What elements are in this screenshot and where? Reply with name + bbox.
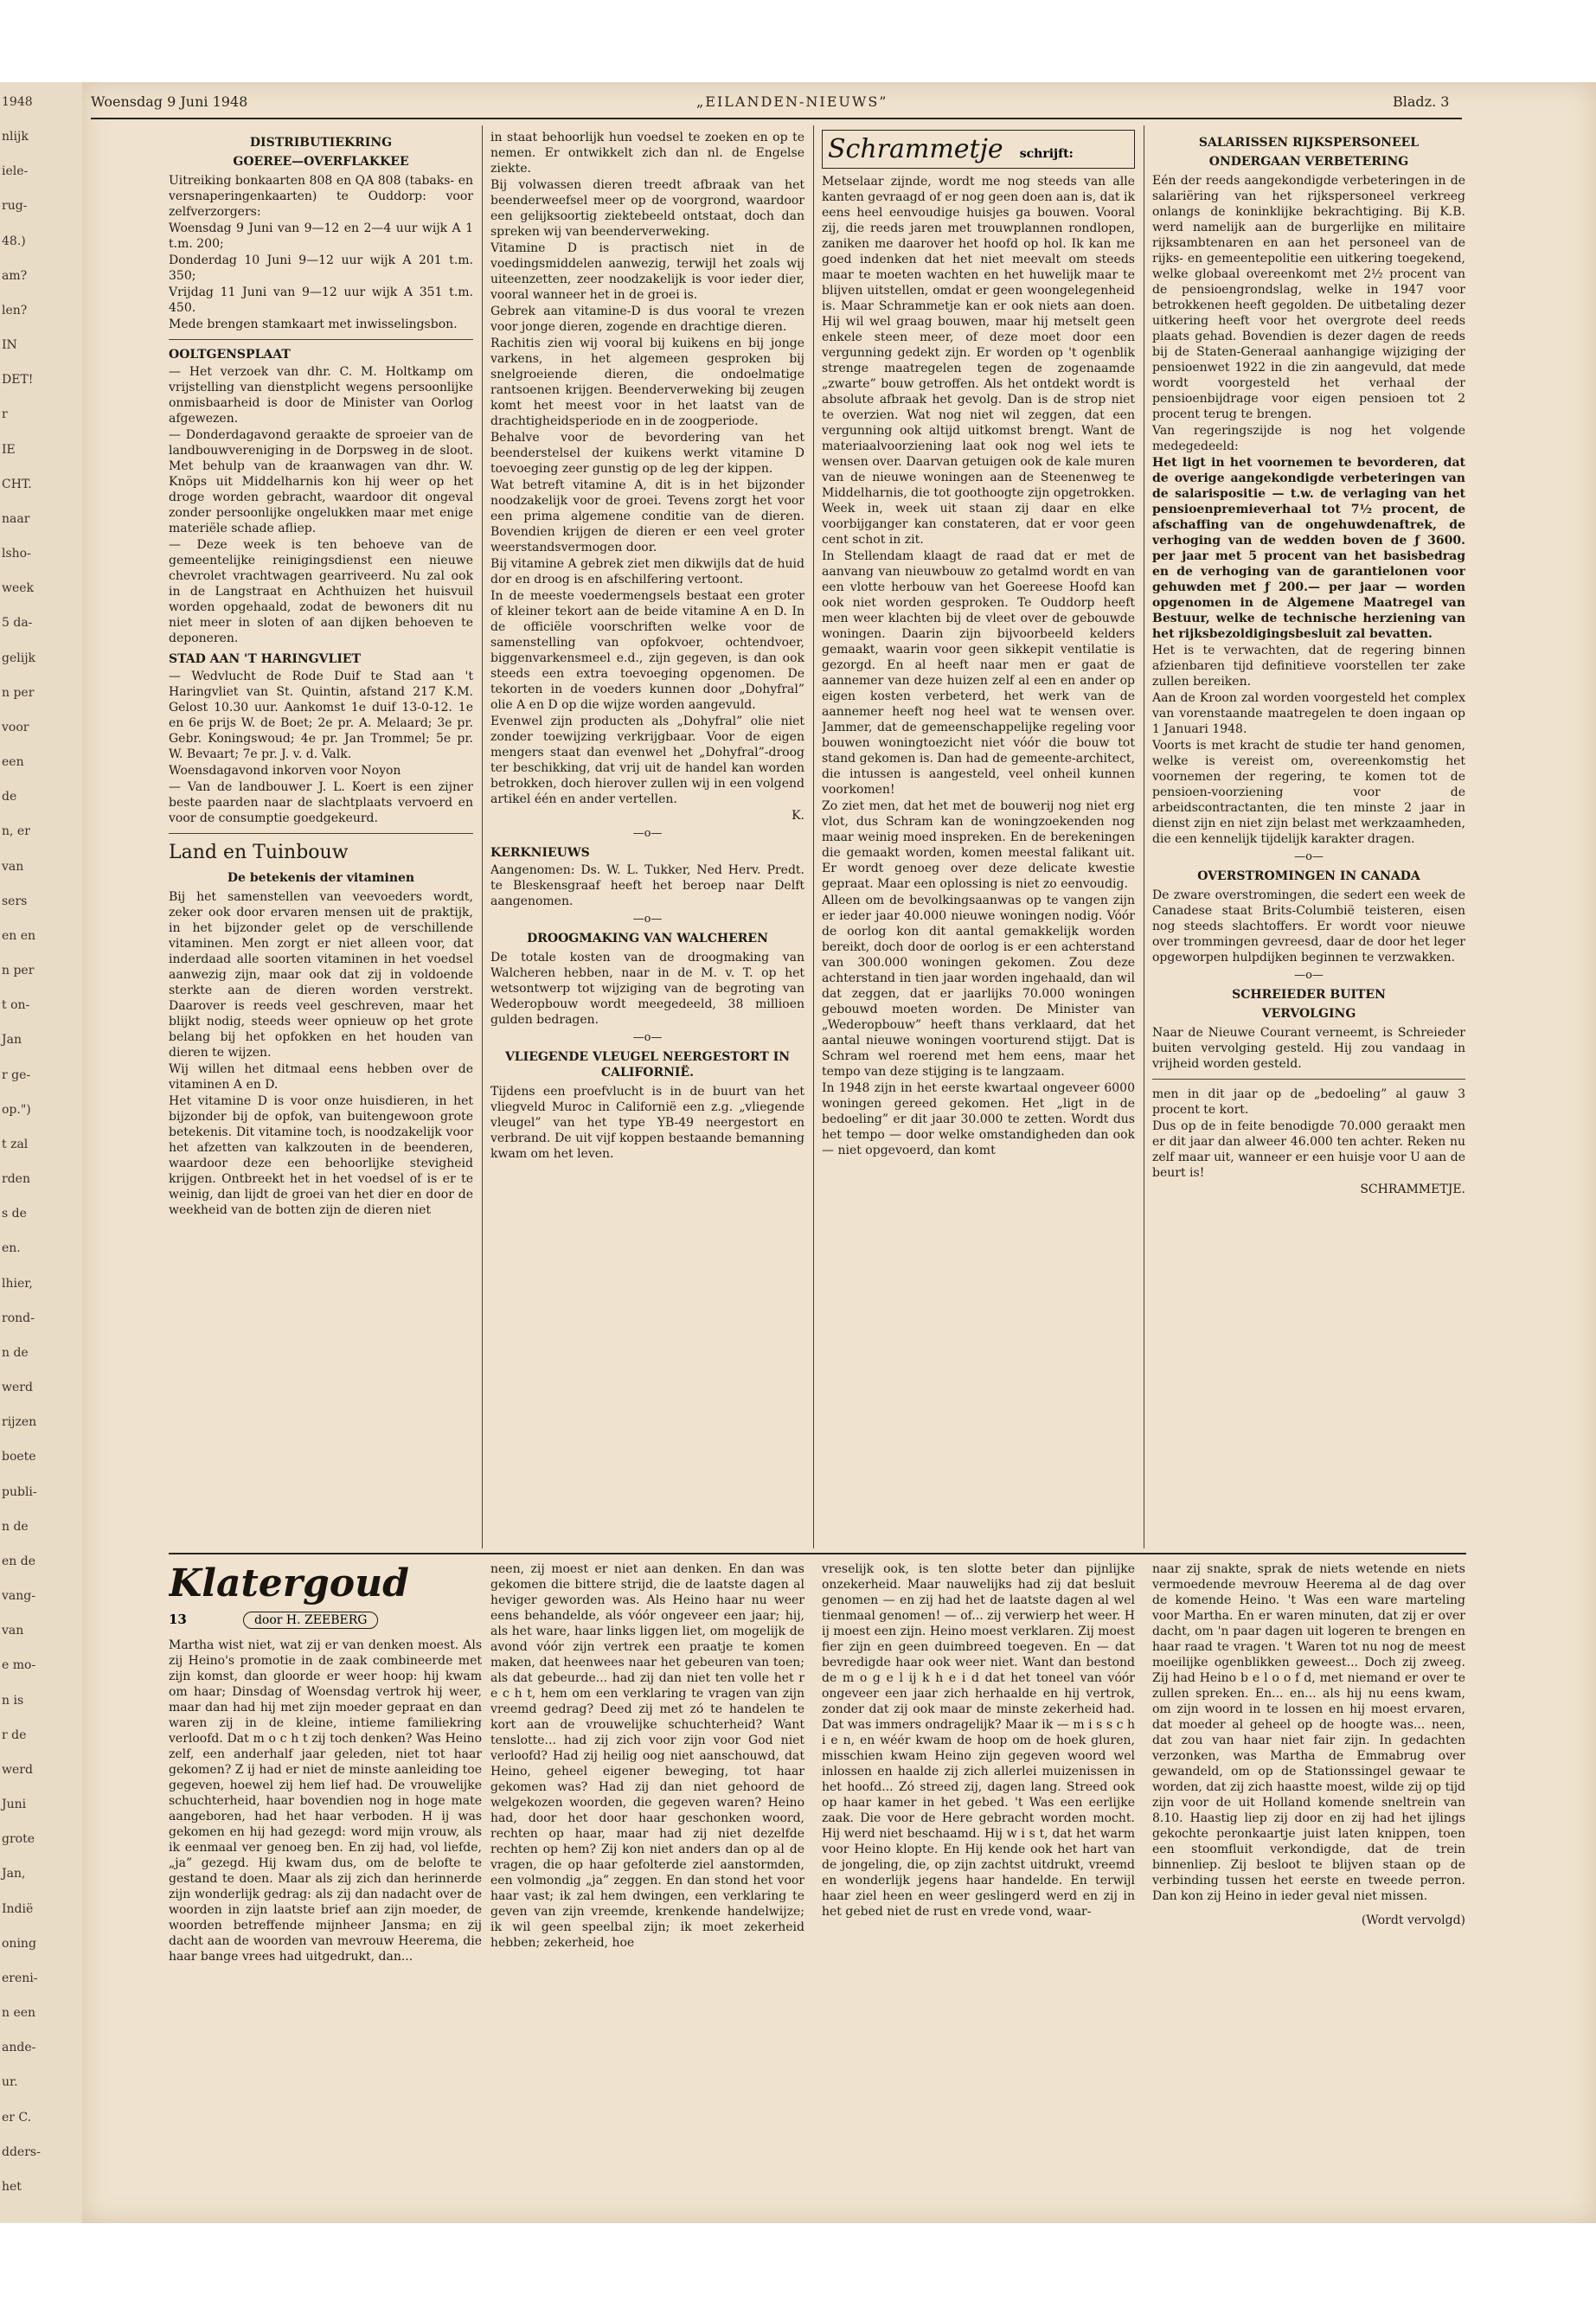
column-subtitle: schrijft: (1019, 147, 1074, 161)
margin-fragment: week (2, 581, 35, 595)
paragraph: Aangenomen: Ds. W. L. Tukker, Ned Herv. Predt. te Bleskensgraaf heeft het beroep naar Delft aangenomen. (490, 863, 804, 908)
margin-fragment: boete (2, 1450, 36, 1464)
paragraph: Dus op de in feite benodigde 70.000 geraakt men er dit jaar dan alweer 46.000 ten achter. Reken nu zelf maar uit, wanneer er een huisje voor U aan de beurt is! (1152, 1119, 1465, 1180)
margin-fragment: vang- (2, 1589, 35, 1603)
margin-fragment: Jan (2, 1033, 22, 1047)
paragraph: De zware overstromingen, die sedert een week de Canadese staat Brits-Columbië teisteren, eisen nog steeds slachtoffers. Er wordt voor nieuwe over trommingen gevreesd, daar de door het leger opgeworpen hulpdijken beginnen te verzwakken. (1152, 888, 1465, 965)
margin-fragment: werd (2, 1763, 33, 1777)
subheading: De betekenis der vitaminen (227, 871, 415, 885)
subheading: VERVOLGING (1261, 1007, 1356, 1021)
paragraph: Gebrek aan vitamine-D is dus vooral te vrezen voor jonge dieren, zogende en drachtige dieren. (490, 304, 804, 334)
section-divider (169, 1553, 1466, 1554)
header-date: Woensdag 9 Juni 1948 (91, 93, 248, 110)
rule (1152, 1079, 1465, 1080)
paragraph: Van regeringszijde is nog het volgende medegedeeld: (1152, 424, 1465, 453)
heading: DISTRIBUTIEKRING (249, 136, 393, 150)
margin-fragment: en de (2, 1554, 35, 1568)
separator: —o— (632, 913, 663, 926)
paragraph: Mede brengen stamkaart met inwisselingsbon. (169, 317, 458, 331)
margin-fragment: ande- (2, 2041, 36, 2054)
paragraph: In de meeste voedermengsels bestaat een groter of kleiner tekort aan de beide vitamine A en D. In de officiële voorschriften welke voor de samenstelling van opfokvoer, ochtendvoer, biggenvarkensmeel e.d., zijn gegeven, is dan ook steeds een extra toevoeging opgenomen. De tekorten in de voeders kunnen door „Dohyfral” olie A en D op die wijze worden aangevuld. (490, 589, 804, 712)
margin-fragment: nlijk (2, 130, 29, 144)
margin-fragment: n de (2, 1520, 29, 1534)
section-title: Land en Tuinbouw (169, 842, 349, 863)
signature: SCHRAMMETJE. (1360, 1183, 1465, 1196)
margin-fragment: t on- (2, 998, 30, 1012)
margin-fragment: gelijk (2, 651, 36, 665)
margin-fragment: een (2, 755, 24, 769)
paragraph: in staat behoorlijk hun voedsel te zoeken en op te nemen. Er ontwikkelt zich dan nl. de Engelse ziekte. (490, 131, 804, 176)
margin-fragment: r ge- (2, 1068, 31, 1082)
column-rule (482, 125, 483, 1548)
column-rule (813, 125, 814, 1548)
paragraph: De totale kosten van de droogmaking van Walcheren hebben, naar in de M. v. T. op het wetsontwerp tot wijziging van de begroting van Wederopbouw wordt meegedeeld, 38 millioen gulden bedragen. (490, 951, 804, 1027)
feuilleton-column-2 (490, 1561, 804, 2219)
paragraph: — Donderdagavond geraakte de sproeier van de landbouwvereniging in de Dorpsweg in de sloot. Met behulp van de kraanwagen van dhr. W. Knöps uit Middelharnis kon hij weer op het droge worden gebracht, waardoor dit ongeval zonder persoonlijke ongelukken maar met enige materiële schade afliep. (169, 428, 473, 535)
margin-fragment: rden (2, 1172, 30, 1186)
margin-fragment: de (2, 790, 17, 804)
separator: —o— (632, 827, 663, 840)
feuilleton-column-1 (169, 1561, 482, 2219)
margin-fragment: en en (2, 929, 36, 943)
margin-fragment: n, er (2, 824, 30, 838)
paragraph: Zo ziet men, dat het met de bouwerij nog niet erg vlot, dus Schram kan de woningzoekenden nog maar weinig moed inspreken. En de berekeningen die gemaakt worden, komen meestal falikant uit. Er wordt genoeg over deze delicate kwestie gepraat. Maar een oplossing is niet zo eenvoudig. (822, 799, 1135, 891)
paragraph: — Van de landbouwer J. L. Koert is een zijner beste paarden naar de slachtplaats vervoerd en voor de consumptie goedgekeurd. (169, 780, 473, 825)
column-masthead (822, 130, 1135, 169)
heading: OVERSTROMINGEN IN CANADA (1197, 869, 1420, 883)
margin-fragment: Indië (2, 1902, 34, 1916)
paragraph: Wij willen het ditmaal eens hebben over de vitaminen A en D. (169, 1062, 473, 1092)
margin-fragment: er C. (2, 2111, 32, 2125)
margin-fragment: Jan, (2, 1867, 26, 1881)
paragraph: vreselijk ook, is ten slotte beter dan pijnlijke onzekerheid. Maar nauwelijks had zij dat besluit genomen — en zij had het de laatste dagen al wel tienmaal genomen! — of... zij verwierp het weer. H ij moest een zijn. Heino moest verklaren. Zij moest fier zijn en geen duimbreed toegeven. En — dat bevredigde haar ook weer niet. Want dan bestond de m o g e l ij k h e i d dat het toneel van vóór ongeveer een jaar zich herhaalde en hij vertrok, zonder dat zij ook maar de minste zekerheid had. Dat was immers ondragelijk? Maar ik — m i s s c h i e n, en wéér kwam de hoop om de hoek gluren, misschien kwam Heino zijn gegeven woord wel inlossen en haalde zij zich allerlei muizenissen in het hoofd... Zó streed zij, dagen lang. Streed ook op haar kamer in het gebed. 't Was een eerlijke zaak. Die voor de Here gebracht worden mocht. Hij werd niet beschaamd. Hij w i s t, dat het warm voor Heino klopte. En Hij kende ook het hart van de jongeling, die, op zijn zachtst uitdrukt, vreemd en wonderlijk jegens haar handelde. En terwijl haar ziel heen en weer geslingerd werd en zij in het gebed niet de rust en vrede vond, waar- (822, 1562, 1135, 1919)
paragraph: Het is te verwachten, dat de regering binnen afzienbaren tijd definitieve voorstellen ter zake zullen bereiken. (1152, 644, 1465, 689)
margin-fragment: oning (2, 1937, 36, 1951)
margin-fragment: voor (2, 721, 29, 734)
heading: DROOGMAKING VAN WALCHEREN (527, 932, 768, 945)
margin-fragment: Juni (2, 1798, 27, 1811)
margin-fragment: r (2, 407, 8, 421)
margin-fragment: iele- (2, 164, 29, 178)
margin-fragment: n is (2, 1694, 24, 1708)
feuilleton-title: Klatergoud (169, 1561, 409, 1606)
margin-fragment: am? (2, 269, 28, 283)
column-title: Schrammetje (828, 134, 1003, 164)
margin-fragment: CHT. (2, 478, 32, 491)
margin-fragment: dders- (2, 2145, 41, 2159)
margin-fragment: ur. (2, 2075, 18, 2089)
heading: STAD AAN 'T HARINGVLIET (169, 652, 361, 666)
header-page: Bladz. 3 (1393, 93, 1450, 110)
page-header (91, 87, 1462, 119)
margin-fragment: naar (2, 512, 30, 526)
margin-fragment: werd (2, 1381, 33, 1394)
margin-fragment: n een (2, 2006, 36, 2020)
paragraph: Martha wist niet, wat zij er van denken moest. Als zij Heino's promotie in de zaak combineerde met zijn komst, dan gloorde er weer hoop: hij kwam om haar; Dinsdag of Woensdag vertrok hij weer, maar dan had hij met zijn moeder gepraat en dan waren zij in de kleine, intieme familiekring verloofd. Dat m o c h t zij toch denken? Was Heino zelf, een anderhalf jaar geleden, niet tot haar gekomen? Z ij had er niet de minste aanleiding toe gegeven, hoewel zij hem lief had. De vrouwelijke schuchterheid, haar bovendien nog in hoge mate aangeboren, had het haar verboden. H ij was gekomen en hij had gezegd: word mijn vrouw, als ik eenmaal ver genoeg ben. En zij had, vol liefde, „ja” gezegd. Hij kwam dus, om de belofte te gestand te doen. Maar als zij zich dan herinnerde zijn wonderlijk gedrag: als zij dan nadacht over de woorden in zijn laatste brief aan zijn moeder, de woorden betreffende mijnheer Jansma; en zij dacht aan de woorden van mevrouw Heerema, die haar bange vrees had uitgedrukt, dan... (169, 1638, 482, 1964)
signature: K. (792, 809, 804, 823)
paragraph: Donderdag 10 Juni 9—12 uur wijk A 201 t.m. 350; (169, 253, 473, 283)
margin-fragment: IN (2, 338, 17, 352)
margin-fragment: van (2, 860, 24, 874)
paragraph: Uitreiking bonkaarten 808 en QA 808 (tabaks- en versnaperingenkaarten) te Ouddorp: voor zelfverzorgers: (169, 174, 473, 219)
separator: —o— (632, 1031, 663, 1044)
column-1 (169, 130, 473, 1548)
margin-fragment: van (2, 1624, 24, 1638)
heading: KERKNIEUWS (490, 846, 590, 860)
margin-fragment: n per (2, 686, 35, 700)
paragraph: men in dit jaar op de „bedoeling” al gauw 3 procent te kort. (1152, 1087, 1465, 1117)
margin-fragment: r de (2, 1728, 27, 1742)
margin-fragment: publi- (2, 1485, 37, 1499)
margin-fragment: ereni- (2, 1971, 38, 1985)
margin-fragment: lsho- (2, 547, 31, 561)
margin-fragment: n per (2, 964, 35, 977)
paragraph: — Wedvlucht de Rode Duif te Stad aan 't Haringvliet van St. Quintin, afstand 217 K.M. Gelost 10.30 uur. Aankomst 1e duif 13-0-12. 1e en 6e prijs W. de Boet; 2e pr. A. Melaard; 3e pr. Gebr. Koningswoud; 4e pr. Jan Trommel; 5e pr. W. Bevaart; 7e pr. J. v. d. Valk. (169, 670, 473, 761)
margin-fragment: rond- (2, 1311, 35, 1325)
margin-fragment: en. (2, 1241, 21, 1255)
heading: SCHREIEDER BUITEN (1232, 988, 1386, 1002)
paragraph: neen, zij moest er niet aan denken. En dan was gekomen die bittere strijd, die de laatste dagen al heviger geworden was. Als Heino haar nu weer eens behandelde, als vóór ongeveer een jaar; hij, als het ware, haar links liggen liet, om mogelijk de avond vóór zijn vertrek een praatje te komen maken, dat heenwees naar het gebeuren van toen; als dat gebeurde... had zij dan niet ten volle het r e c h t, hem om een verklaring te vragen van zijn vreemd gedrag? Deed zij met zó te handelen te kort aan de vrouwelijke schuchterheid? Want tenslotte... had zij zich voor zijn voor God niet verloofd? Had zij heilig oog niet aanschouwd, dat Heino, geheel eigener beweging, tot haar gekomen was? Had zij dan niet gehoord de welgekozen woorden, die gegeven waren? Heino had, door het door haar geschonken woord, rechten op haar, maar had zij niet dezelfde rechten op hem? Zij kon niet anders dan op al de vragen, die op haar gefolterde ziel aanstormden, een volmondig „ja” zeggen. En dan stond het voor haar vast; ik zal hem dwingen, een verklaring te geven van zijn vreemde, krenkende handelwijze; ik wil geen speelbal zijn; ik moet zekerheid hebben; zekerheid, hoe (490, 1562, 804, 1950)
paragraph: Alleen om de bevolkingsaanwas op te vangen zijn er ieder jaar 40.000 nieuwe woningen nodig. Vóór de oorlog kon dit aantal gemakkelijk worden bereikt, doch door de oorlog is er een achterstand van 300.000 woningen gekomen. Zou deze achterstand in tien jaar worden ingehaald, dan wil dat zeggen, dat er jaarlijks 70.000 woningen gebouwd moeten worden. De Minister van „Wederopbouw” heeft thans verklaard, dat het aantal nieuwe woningen voorturend stijgt. Dat is Schram wel roerend met hem eens, maar het tempo van deze stijging is te langzaam. (822, 894, 1135, 1079)
heading: SALARISSEN RIJKSPERSONEEL (1198, 136, 1420, 150)
paragraph: — Deze week is ten behoeve van de gemeentelijke reinigingsdienst een nieuwe chevrolet vrachtwagen gearriveerd. Nu zal ook in de Langstraat en Achthuizen het huisvuil worden opgehaald, zodat de bewoners dit nu niet meer in sloten of aan dijken behoeven te deponeren. (169, 538, 473, 645)
margin-fragment: rijzen (2, 1415, 37, 1429)
paragraph: Bij het samenstellen van veevoeders wordt, zeker ook door ervaren mensen uit de praktijk, in het bijzonder gelet op de verschillende vitaminen. Men zorgt er niet alleen voor, dat inderdaad alle soorten vitaminen in het voedsel aanwezig zijn, maar ook dat zij in voldoende sterkte aan de dieren worden verstrekt. Daarover is reeds veel geschreven, maar het blijkt nodig, steeds weer opnieuw op het grote belang bij het opfokken en het houden van dieren te wijzen. (169, 890, 473, 1060)
paragraph: Voorts is met kracht de studie ter hand genomen, welke is vereist om, overeenkomstig het voornemen der regering, te komen tot de pensioen-voorziening voor de arbeidscontractanten, die ten minste 2 jaar in dienst zijn en niet zijn belast met werkzaamheden, die een kennelijk tijdelijk karakter dragen. (1152, 739, 1465, 846)
paragraph: Behalve voor de bevordering van het beenderstelsel der kuikens werkt vitamine D toevoeging zeer gunstig op de leg der kippen. (490, 431, 804, 476)
margin-fragment: op.") (2, 1103, 31, 1117)
margin-fragment: t zal (2, 1138, 29, 1151)
separator: —o— (1294, 850, 1324, 863)
paragraph: Naar de Nieuwe Courant verneemt, is Schreieder buiten vervolging gesteld. Hij zou vandaag in vrijheid worden gesteld. (1152, 1026, 1465, 1071)
subheading: ONDERGAAN VERBETERING (1208, 155, 1409, 169)
feuilleton-column-4 (1152, 1561, 1465, 2219)
paragraph: Eén der reeds aangekondigde verbeteringen in de salariëring van het rijkspersoneel verkreeg onlangs de koninklijke bekrachtiging. Bij K.B. werd namelijk aan de burgerlijke en militaire rijksambtenaren en aan het personeel van de rijks- en gemeentepolitie een uitkering toegekend, welke globaal overeenkomt met 2½ procent van de pensioengrondslag, welke in 1947 voor betrokkenen heeft gegolden. De uitbetaling dezer uitkering heeft voor het overgrote deel reeds plaats gehad. Bovendien is dezer dagen de reeds bij de Staten-Generaal aanhangige wijziging der pensioenwet 1922 in die zin aangevuld, dat mede wordt voorgesteld het verhaal der pensioenbijdrage voor eigen pensioen tot 2 procent terug te brengen. (1152, 174, 1465, 421)
header-title: „EILANDEN-NIEUWS” (696, 93, 888, 110)
heading: VLIEGENDE VLEUGEL NEERGESTORT IN CALIFORNIË. (504, 1050, 791, 1080)
heading: OOLTGENSPLAAT (169, 348, 291, 362)
margin-fragment: 5 da- (2, 616, 33, 630)
margin-fragment: 48.) (2, 234, 26, 248)
paragraph: Tijdens een proefvlucht is in de buurt van het vliegveld Muroc in Californië een z.g. „vliegende vleugel” van het type YB-49 neergestort en verbrand. De uit vijf koppen bestaande bemanning kwam om het leven. (490, 1085, 804, 1161)
subheading: GOEREE—OVERFLAKKEE (233, 155, 409, 169)
paragraph: Woensdag 9 Juni van 9—12 en 2—4 uur wijk A 1 t.m. 200; (169, 221, 473, 251)
margin-fragment: sers (2, 894, 28, 908)
paragraph: naar zij snakte, sprak de niets wetende en niets vermoedende mevrouw Heerema al de dag over de komende Heino. 't Was een ware marteling voor Martha. En er waren minuten, dat zij er over dacht, om 'n paar dagen uit logeren te brengen en haar raad te vragen. 't Waren tot nu nog de meest moeilijke ogenblikken geweest... Doch zij zweeg. Zij had Heino b e l o o f d, met niemand er over te zullen spreken. En... en... als hij nu eens kwam, om zijn woord in te lossen en hij moest ervaren, dat moeder al geheel op de hoogte was... neen, dat zou van haar niet fair zijn. In gedachten verzonken, was Martha de Emmabrug over gewandeld, om op de Stationssingel gewaar te worden, dat zij zich haastte moest, wilde zij op tijd zijn voor de uit Holland komende sneltrein van 8.10. Haastig liep zij door en zij had het ijlings gekochte peronkaartje juist laten knippen, toen een stoomfluit verkondigde, dat de trein binnenliep. Zij besloot te blijven staan op de verbinding tussen het eerste en tweede perron. Dan kon zij Heino in ieder geval niet missen. (1152, 1562, 1465, 1903)
episode-number: 13 (169, 1612, 187, 1627)
paragraph: Rachitis zien wij vooral bij kuikens en bij jonge varkens, in het algemeen gesproken bij snelgroeiende dieren, die ondoelmatige rantsoenen krijgen. Beenderverweking bij zeugen komt het meest voor in het laatst van de drachtigheidsperiode en in de zoogperiode. (490, 336, 804, 428)
paragraph: — Het verzoek van dhr. C. M. Holtkamp om vrijstelling van dienstplicht wegens persoonlijke onmisbaarheid is door de Minister van Oorlog afgewezen. (169, 365, 473, 426)
paragraph: Bij vitamine A gebrek ziet men dikwijls dat de huid dor en droog is en afschilfering vertoont. (490, 557, 804, 586)
rule (169, 833, 473, 834)
feuilleton-column-3 (822, 1561, 1135, 2219)
paragraph: Metselaar zijnde, wordt me nog steeds van alle kanten gevraagd of er nog geen doen aan is, dat ik eens heel eenvoudige huisjes ga bouwen. Vooral zij, die reeds jaren met trouwplannen rondlopen, zaniken me daarover het hoofd op hol. Ik kan me goed indenken dat het niet meevalt om steeds maar te moeten wachten en het huwelijk maar te blijven uitstellen, omdat er geen woongelegenheid is. Maar Schrammetje kan er ook niets aan doen. Hij wil wel graag bouwen, maar hij metselt geen enkele steen meer, of deze moet door een vergunning gedekt zijn. Er worden op 't ogenblik strenge maatregelen tegen de zogenaamde „zwarte” bouw getroffen. Als het ontdekt wordt is absolute afbraak het gevolg. Dan is de strop niet te overzien. Wat nog niet wil zeggen, dat een vergunning ook altijd uitkomst brengt. Want de materiaalvoorziening laat ook nog wel iets te wensen over. Daarvan getuigen ook de kale muren van de nieuwe woningen aan de Steenenweg te Middelharnis, die tot goothoogte zijn opgetrokken. Week in, week uit staan zij daar en elke voorbijganger kan constateren, dat er voor geen cent schot in zit. (822, 175, 1135, 547)
paragraph: Vitamine D is practisch niet in de voedingsmiddelen aanwezig, terwijl het zoals wij uiteenzetten, zeer noodzakelijk is voor ieder dier, vooral wanneer het in de groei is. (490, 241, 804, 302)
margin-fragment: s de (2, 1207, 27, 1221)
paragraph: Aan de Kroon zal worden voorgesteld het complex van vorenstaande maatregelen te doen ingaan op 1 Januari 1948. (1152, 691, 1465, 736)
to-be-continued: (Wordt vervolgd) (1361, 1913, 1465, 1927)
paragraph: Vrijdag 11 Juni van 9—12 uur wijk A 351 t.m. 450. (169, 285, 473, 315)
byline: door H. ZEEBERG (243, 1612, 378, 1629)
margin-fragment: e mo- (2, 1658, 36, 1672)
margin-fragment: lhier, (2, 1277, 33, 1291)
paragraph: Bij volwassen dieren treedt afbraak van het beenderweefsel meer op de voorgrond, waardoor een gelijksoortig ziektebeeld ontstaat, doch dan spreken wij van beenderverweking. (490, 178, 804, 239)
paragraph: In 1948 zijn in het eerste kwartaal ongeveer 6000 woningen gereed gekomen. Het „ligt in de bedoeling” er dit jaar 30.000 te zetten. Wordt dus het tempo — door welke omstandigheden dan ook — niet opgevoerd, dan komt (822, 1081, 1135, 1157)
margin-fragment: rug- (2, 199, 28, 213)
column-2 (490, 130, 804, 1548)
margin-fragment: DET! (2, 373, 34, 387)
paragraph: Wat betreft vitamine A, dit is in het bijzonder noodzakelijk voor de groei. Tevens zorgt het voor een prima algemene conditie van de dieren. Bovendien krijgen de dieren er een veel groter weerstandsvermogen door. (490, 478, 804, 554)
margin-fragment: IE (2, 443, 16, 457)
adjacent-page-strip (0, 82, 82, 2223)
rule (169, 339, 473, 340)
column-4 (1152, 130, 1465, 1548)
separator: —o— (1294, 969, 1324, 982)
margin-fragment: grote (2, 1832, 35, 1846)
paragraph: In Stellendam klaagt de raad dat er met de aanvang van nieuwbouw zo getalmd wordt en van een vlotte herbouw van het Goereese Hoofd kan ook niet worden gesproken. Te Ouddorp heeft men weer klachten bij de vleet over de gebouwde woningen. Daarin zijn bijvoorbeeld kelders gemaakt, waarin voor geen sikkepit ventilatie is gezorgd. En al heeft naar men er gaat de aannemer van deze huizen zelf al een en ander op eigen kosten verbeterd, het werk van de aannemer heeft nog heel wat te wensen over. Jammer, dat de gemeenschappelijke regeling voor bouwen woningtoezicht niet vóór die bouw tot stand gekomen is. Dan had de gemeente-architect, die intussen is aangesteld, veel onheil kunnen voorkomen! (822, 549, 1135, 797)
paragraph: Evenwel zijn producten als „Dohyfral” olie niet zonder toewijzing verkrijgbaar. Voor de eigen mengers staat dan evenwel het „Dohyfral”-droog ter beschikking, dat vrij uit de handel kan worden betrokken, doch hierover zullen wij in een volgend artikel één en ander vertellen. (490, 715, 804, 806)
margin-fragment: len? (2, 304, 28, 317)
column-3 (822, 130, 1135, 1548)
margin-fragment: n de (2, 1346, 29, 1360)
paragraph: Het ligt in het voornemen te bevorderen, dat de overige aangekondigde verbeteringen van de salarispositie — t.w. de verlaging van het pensioenpremieverhaal tot 7½ procent, de afschaffing van de ongehuwdenaftrek, de verhoging van de wedden boven de ƒ 3600. per jaar met 5 procent van het basisbedrag en de verhoging van de garantielonen voor gehuwden met ƒ 200.— per jaar — worden opgenomen in de Algemene Maatregel van Bestuur, welke de technische herziening van het rijksbezoldigingsbesluit zal bevatten. (1152, 456, 1465, 641)
paragraph: Het vitamine D is voor onze huisdieren, in het bijzonder bij de opfok, van buitengewoon grote betekenis. Dit vitamine toch, is noodzakelijk voor het afzetten van kalkzouten in de beenderen, waardoor deze een behoorlijke stevigheid krijgen. Ontbreekt het in het voedsel of is er te weinig, dan lijdt de groei van het dier en door de weekheid van de botten zijn de dieren niet (169, 1094, 473, 1217)
paragraph: Woensdagavond inkorven voor Noyon (169, 764, 401, 778)
margin-fragment: 1948 (2, 95, 33, 109)
margin-fragment: het (2, 2180, 22, 2194)
